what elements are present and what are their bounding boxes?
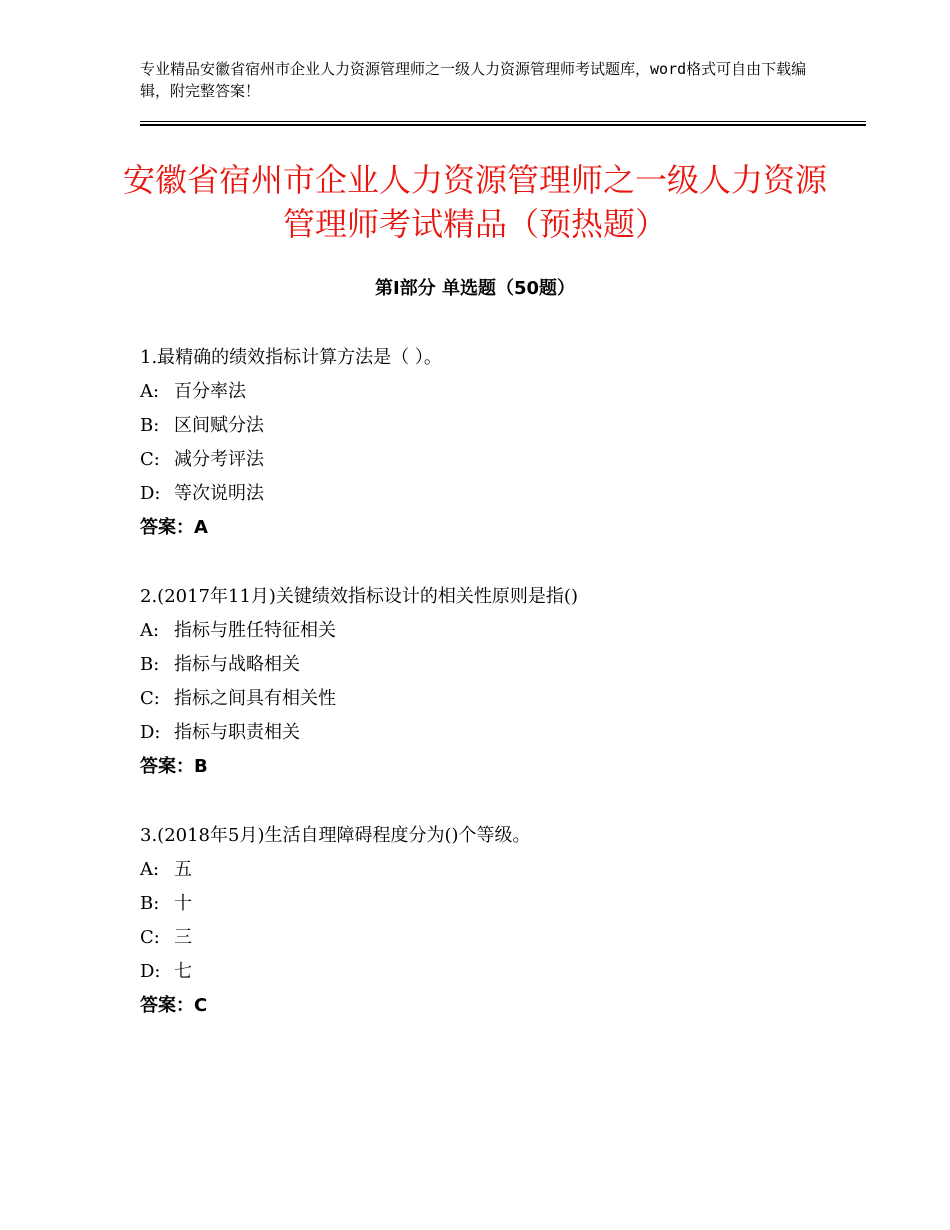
option-text: 指标与胜任特征相关 <box>174 620 336 641</box>
answer-value: C <box>194 995 208 1016</box>
option-a <box>140 614 840 648</box>
answer-line <box>140 511 840 545</box>
question-2 <box>140 580 840 784</box>
question-1 <box>140 341 840 545</box>
option-letter: A: <box>140 859 160 880</box>
option-b <box>140 648 840 682</box>
section-title: 第Ⅰ部分 单选题（50题） <box>374 278 575 299</box>
option-b <box>140 409 840 443</box>
answer-line <box>140 989 840 1023</box>
header-rule-thick <box>140 124 866 126</box>
answer-label: 答案： <box>140 756 194 777</box>
option-letter: D: <box>140 483 161 504</box>
option-text: 五 <box>174 859 192 880</box>
option-letter: B: <box>140 415 160 436</box>
option-text: 七 <box>174 961 192 982</box>
option-letter: D: <box>140 961 161 982</box>
option-a <box>140 853 840 887</box>
question-stem: 3.(2018年5月)生活自理障碍程度分为()个等级。 <box>140 825 531 846</box>
answer-label: 答案： <box>140 517 194 538</box>
answer-line <box>140 750 840 784</box>
option-letter: C: <box>140 449 160 470</box>
option-letter: D: <box>140 722 161 743</box>
document-title: 安徽省宿州市企业人力资源管理师之一级人力资源管理师考试精品（预热题） <box>122 161 827 243</box>
answer-value: A <box>194 517 208 538</box>
header-note: 专业精品安徽省宿州市企业人力资源管理师之一级人力资源管理师考试题库，word格式可自由下载编辑，附完整答案！ <box>140 60 807 100</box>
option-letter: A: <box>140 381 160 402</box>
header-rule-thin <box>140 121 866 122</box>
option-letter: B: <box>140 893 160 914</box>
option-text: 区间赋分法 <box>174 415 264 436</box>
option-letter: C: <box>140 688 160 709</box>
option-text: 三 <box>174 927 192 948</box>
option-d <box>140 716 840 750</box>
option-b <box>140 887 840 921</box>
option-text: 等次说明法 <box>174 483 264 504</box>
option-c <box>140 443 840 477</box>
option-text: 百分率法 <box>174 381 246 402</box>
option-text: 指标与职责相关 <box>174 722 300 743</box>
option-a <box>140 375 840 409</box>
option-d <box>140 955 840 989</box>
option-c <box>140 921 840 955</box>
answer-value: B <box>194 756 208 777</box>
answer-label: 答案： <box>140 995 194 1016</box>
option-text: 十 <box>174 893 192 914</box>
question-stem: 2.(2017年11月)关键绩效指标设计的相关性原则是指() <box>140 586 578 607</box>
option-letter: B: <box>140 654 160 675</box>
option-text: 指标与战略相关 <box>174 654 300 675</box>
option-text: 指标之间具有相关性 <box>174 688 336 709</box>
option-text: 减分考评法 <box>174 449 264 470</box>
option-d <box>140 477 840 511</box>
question-3 <box>140 819 840 1023</box>
option-letter: A: <box>140 620 160 641</box>
option-letter: C: <box>140 927 160 948</box>
option-c <box>140 682 840 716</box>
question-stem: 1.最精确的绩效指标计算方法是（ ）。 <box>140 347 442 368</box>
